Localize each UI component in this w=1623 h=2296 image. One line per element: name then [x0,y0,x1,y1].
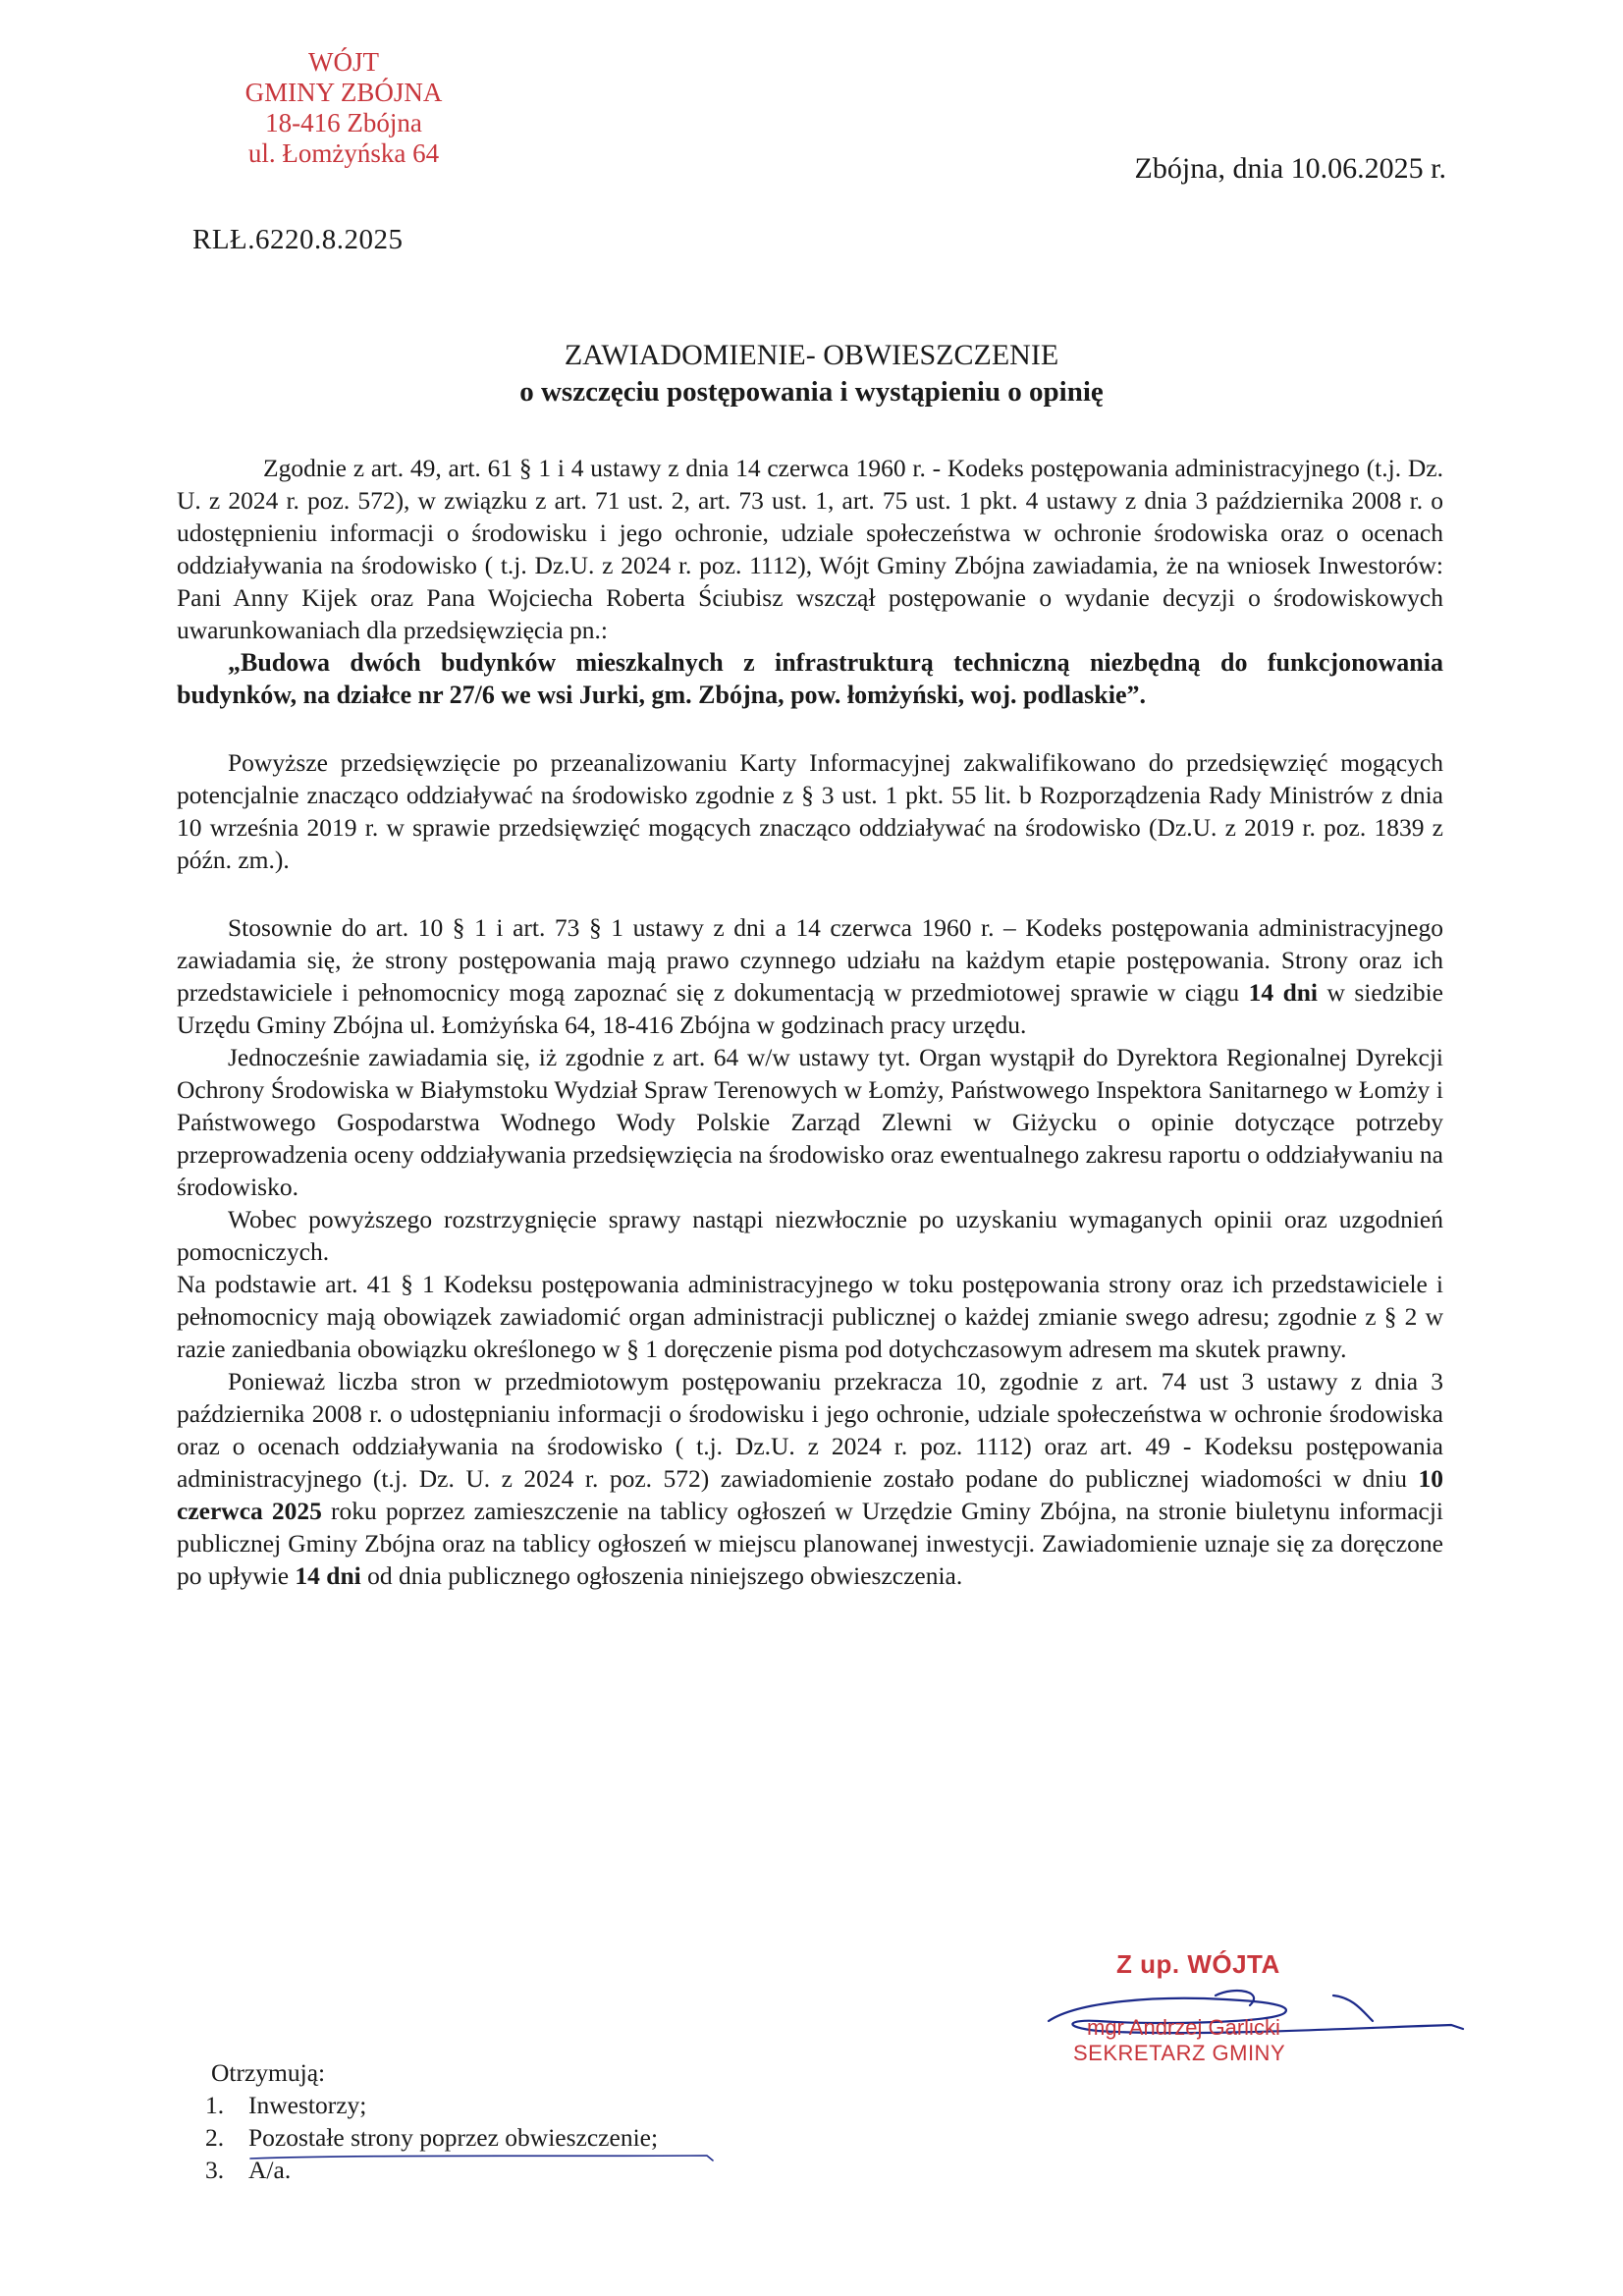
paragraph-parties-rights: Stosownie do art. 10 § 1 i art. 73 § 1 ustawy z dni a 14 czerwca 1960 r. – Kodeks postępowania administracyjnego zawiadamia się, że strony postępowania mają prawo czynnego udziału na każdym etapie postępowania. Strony oraz ich przedstawiciele i pełnomocnicy mogą zapoznać się z dokumentacją w przedmiotowej sprawie w ciągu 14 dni w siedzibie Urzędu Gminy Zbójna ul. Łomżyńska 64, 18-416 Zbójna w godzinach pracy urzędu. [177,913,1444,1039]
list-item: 3. A/a. [205,2156,292,2184]
signatory-name: mgr Andrzej Garlicki [1087,2015,1280,2040]
stamp-line: GMINY ZBÓJNA [244,78,443,107]
reference-number: RLŁ.6220.8.2025 [192,224,404,255]
recipients-list [205,2056,659,2186]
paragraph-resolution: Wobec powyższego rozstrzygnięcie sprawy nastąpi niezwłocznie po uzyskaniu wymaganych opinii oraz uzgodnień pomocniczych. [177,1205,1443,1266]
paragraph-publication: Ponieważ liczba stron w przedmiotowym postępowaniu przekracza 10, zgodnie z art. 74 ust 3 ustawy z dnia 3 października 2008 r. o udostępnianiu informacji o środowisku i jego ochronie, udziale społeczeństwa w ochronie środowiska oraz o ocenach oddziaływania na środowisko ( t.j. Dz.U. z 2024 r. poz. 1112) oraz art. 49 - Kodeksu postępowania administracyjnego (t.j. Dz. U. z 2024 r. poz. 572) zawiadomienie zostało podane do publicznej wiadomości w dniu 10 czerwca 2025 roku poprzez zamieszczenie na tablicy ogłoszeń w Urzędzie Gminy Zbójna, na stronie biuletynu informacji publicznej Gminy Zbójna oraz na tablicy ogłoszeń w miejscu planowanej inwestycji. Zawiadomienie uznaje się za doręczone po upływie 14 dni od dnia publicznego ogłoszenia niniejszego obwieszczenia. [177,1367,1443,1590]
recipients-heading: Otrzymują: [211,2058,326,2087]
document-subtitle: o wszczęciu postępowania i wystąpieniu o opinię [519,376,1104,408]
signature-block [1075,1949,1370,2066]
document-body [177,452,1443,1592]
paragraph-address-change: Na podstawie art. 41 § 1 Kodeksu postępowania administracyjnego w toku postępowania strony oraz ich przedstawiciele i pełnomocnicy mają obowiązek zawiadomić organ administracji publicznej o każdej zmianie swego adresu; zgodnie z § 2 w razie zaniedbania obowiązku określonego w § 1 doręczenie pisma pod dotychczasowym adresem ma skutek prawny. [177,1270,1443,1363]
pen-underline [245,2151,717,2164]
document-date: Zbójna, dnia 10.06.2025 r. [1134,152,1446,185]
list-item: 2. Pozostałe strony poprzez obwieszczenie; [205,2123,659,2152]
project-title: „Budowa dwóch budynków mieszkalnych z infrastrukturą techniczną niezbędną do funkcjonowania budynków, na działce nr 27/6 we wsi Jurki, gm. Zbójna, pow. łomżyński, woj. podlaskie”. [177,648,1443,709]
signatory-role: SEKRETARZ GMINY [1073,2041,1286,2065]
stamp-line: ul. Łomżyńska 64 [247,138,440,168]
paragraph-opinions: Jednocześnie zawiadamia się, iż zgodnie z art. 64 w/w ustawy tyt. Organ wystąpił do Dyrektora Regionalnej Dyrekcji Ochrony Środowiska w Białymstoku Wydział Spraw Terenowych w Łomży, Państwowego Inspektora Sanitarnego w Łomży i Państwowego Gospodarstwa Wodnego Wody Polskie Zarząd Zlewni w Giżycku o opinie dotyczące potrzeby przeprowadzenia oceny oddziaływania przedsięwzięcia na środowisko oraz ewentualnego zakresu raportu o oddziaływaniu na środowisko. [177,1043,1443,1201]
stamp-line: 18-416 Zbójna [265,108,422,137]
paragraph-legal-basis: Zgodnie z art. 49, art. 61 § 1 i 4 ustawy z dnia 14 czerwca 1960 r. - Kodeks postępowania administracyjnego (t.j. Dz. U. z 2024 r. poz. 572), w związku z art. 71 ust. 2, art. 73 ust. 1, art. 75 ust. 1 pkt. 4 ustawy z dnia 3 października 2008 r. o udostępnieniu informacji o środowisku i jego ochronie, udziale społeczeństwa w ochronie środowiska oraz o ocenach oddziaływania na środowisko ( t.j. Dz.U. z 2024 r. poz. 1112), Wójt Gminy Zbójna zawiadamia, że na wniosek Inwestorów: Pani Anny Kijek oraz Pana Wojciecha Roberta Ściubisz wszczął postępowanie o wydanie decyzji o środowiskowych uwarunkowaniach dla przedsięwzięcia pn.: [177,454,1443,644]
paragraph-qualification: Powyższe przedsięwzięcie po przeanalizowaniu Karty Informacyjnej zakwalifikowano do przedsięwzięć mogących potencjalnie znacząco oddziaływać na środowisko zgodnie z § 3 ust. 1 pkt. 55 lit. b Rozporządzenia Rady Ministrów z dnia 10 września 2019 r. w sprawie przedsięwzięć mogących znacząco oddziaływać na środowisko (Dz.U. z 2019 r. poz. 1839 z późn. zm.). [177,748,1443,874]
stamp-line: WÓJT [308,47,379,77]
on-behalf-label: Z up. WÓJTA [1116,1949,1280,1979]
office-stamp [216,47,471,169]
document-title: ZAWIADOMIENIE- OBWIESZCZENIE [564,339,1059,371]
list-item: 1. Inwestorzy; [205,2091,367,2119]
title-block [0,339,1623,409]
